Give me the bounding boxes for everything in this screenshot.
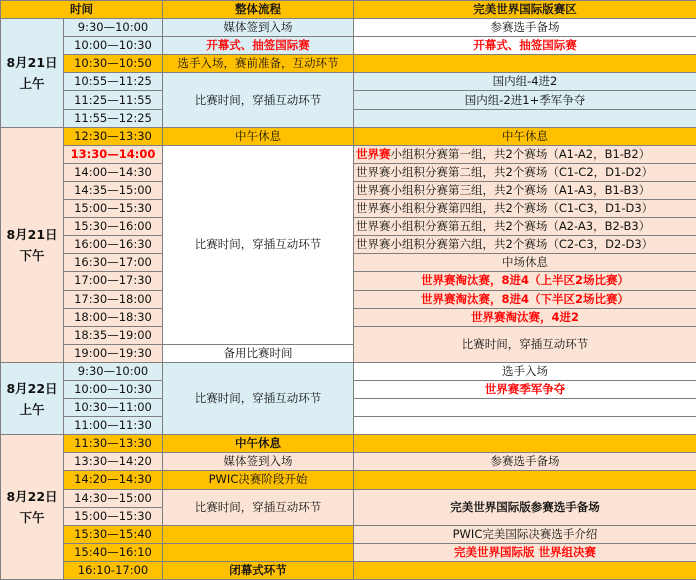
zone-cell <box>354 417 696 435</box>
date-cell-d2-pm <box>1 435 64 580</box>
time-cell: 18:35—19:00 <box>64 326 163 344</box>
zone-cell: 中场休息 <box>354 254 696 272</box>
zone-text: 小组积分赛第一组，共2个赛场（A1-A2，B1-B2） <box>391 147 651 161</box>
table-row <box>1 453 696 471</box>
table-row <box>1 127 696 145</box>
flow-cell <box>163 543 354 561</box>
table-row <box>1 525 696 543</box>
time-cell: 10:30—11:00 <box>64 399 163 417</box>
time-cell: 15:00—15:30 <box>64 200 163 218</box>
time-cell: 15:40—16:10 <box>64 543 163 561</box>
zone-cell: 世界赛淘汰赛，8进4（下半区2场比赛） <box>354 290 696 308</box>
flow-cell: PWIC决赛阶段开始 <box>163 471 354 489</box>
header-row <box>1 1 696 19</box>
header-zone: 完美世界国际版赛区 <box>354 1 696 19</box>
time-cell: 13:30—14:20 <box>64 453 163 471</box>
time-cell: 9:30—10:00 <box>64 19 163 37</box>
flow-cell: 比赛时间，穿插互动环节 <box>163 73 354 127</box>
zone-cell: 参赛选手备场 <box>354 453 696 471</box>
zone-cell: 世界赛小组积分赛第二组，共2个赛场（C1-C2，D1-D2） <box>354 163 696 181</box>
table-row <box>1 471 696 489</box>
time-cell: 19:00—19:30 <box>64 344 163 362</box>
time-cell: 17:00—17:30 <box>64 272 163 290</box>
time-cell: 16:30—17:00 <box>64 254 163 272</box>
time-cell: 16:10-17:00 <box>64 561 163 579</box>
time-cell: 17:30—18:00 <box>64 290 163 308</box>
zone-cell: 世界赛小组积分赛第三组，共2个赛场（A1-A3，B1-B3） <box>354 181 696 199</box>
zone-cell: PWIC完美国际决赛选手介绍 <box>354 525 696 543</box>
time-cell: 10:30—10:50 <box>64 55 163 73</box>
flow-cell: 比赛时间，穿插互动环节 <box>163 362 354 434</box>
time-cell: 12:30—13:30 <box>64 127 163 145</box>
flow-cell: 媒体签到入场 <box>163 453 354 471</box>
zone-cell: 国内组-2进1+季军争夺 <box>354 91 696 109</box>
time-cell: 16:00—16:30 <box>64 236 163 254</box>
zone-cell: 参赛选手备场 <box>354 19 696 37</box>
flow-cell: 媒体签到入场 <box>163 19 354 37</box>
date-cell-d2-am <box>1 362 64 434</box>
zone-cell: 完美世界国际版 世界组决赛 <box>354 543 696 561</box>
zone-cell: 选手入场 <box>354 362 696 380</box>
zone-cell <box>354 145 696 163</box>
time-cell: 10:00—10:30 <box>64 380 163 398</box>
zone-cell <box>354 55 696 73</box>
zone-cell: 开幕式、抽签国际赛 <box>354 37 696 55</box>
date-label: 8月21日 <box>6 55 57 70</box>
zone-cell <box>354 471 696 489</box>
zone-cell: 备用比赛时间 <box>163 344 354 362</box>
period-label: 下午 <box>19 248 44 263</box>
flow-cell: 比赛时间，穿插互动环节 <box>163 145 354 344</box>
time-cell: 18:00—18:30 <box>64 308 163 326</box>
table-row <box>1 489 696 507</box>
table-row <box>1 19 696 37</box>
time-cell: 15:00—15:30 <box>64 507 163 525</box>
time-cell: 10:00—10:30 <box>64 37 163 55</box>
zone-cell: 中午休息 <box>354 127 696 145</box>
flow-cell <box>163 525 354 543</box>
zone-highlight: 世界赛 <box>356 147 391 161</box>
zone-cell: 世界赛季军争夺 <box>354 380 696 398</box>
zone-cell: 世界赛小组积分赛第六组，共2个赛场（C2-C3，D2-D3） <box>354 236 696 254</box>
time-cell: 10:55—11:25 <box>64 73 163 91</box>
table-row <box>1 73 696 91</box>
date-cell-d1-am <box>1 19 64 128</box>
time-cell: 14:35—15:00 <box>64 181 163 199</box>
time-cell: 15:30—16:00 <box>64 218 163 236</box>
flow-cell: 中午休息 <box>163 435 354 453</box>
table-row <box>1 37 696 55</box>
table-row <box>1 362 696 380</box>
flow-cell: 中午休息 <box>163 127 354 145</box>
zone-cell <box>354 109 696 127</box>
time-cell: 11:00—11:30 <box>64 417 163 435</box>
flow-cell: 比赛时间，穿插互动环节 <box>354 326 696 362</box>
time-cell: 11:25—11:55 <box>64 91 163 109</box>
time-cell: 9:30—10:00 <box>64 362 163 380</box>
time-cell: 15:30—15:40 <box>64 525 163 543</box>
table-row <box>1 435 696 453</box>
time-cell: 14:00—14:30 <box>64 163 163 181</box>
date-label: 8月22日 <box>6 489 57 504</box>
zone-cell: 世界赛淘汰赛，8进4（上半区2场比赛） <box>354 272 696 290</box>
header-time: 时间 <box>1 1 163 19</box>
date-label: 8月22日 <box>6 381 57 396</box>
time-cell: 14:30—15:00 <box>64 489 163 507</box>
flow-cell: 闭幕式环节 <box>163 561 354 579</box>
time-cell: 14:20—14:30 <box>64 471 163 489</box>
time-cell: 11:30—13:30 <box>64 435 163 453</box>
period-label: 上午 <box>19 76 44 91</box>
zone-cell: 世界赛淘汰赛，4进2 <box>354 308 696 326</box>
table-row <box>1 55 696 73</box>
time-cell: 13:30—14:00 <box>64 145 163 163</box>
date-label: 8月21日 <box>6 227 57 242</box>
zone-cell: 世界赛小组积分赛第四组，共2个赛场（C1-C3，D1-D3） <box>354 200 696 218</box>
date-cell-d1-pm <box>1 127 64 362</box>
zone-cell: 完美世界国际版参赛选手备场 <box>354 489 696 525</box>
period-label: 下午 <box>19 510 44 525</box>
zone-cell <box>354 435 696 453</box>
header-flow: 整体流程 <box>163 1 354 19</box>
flow-cell: 开幕式、抽签国际赛 <box>163 37 354 55</box>
zone-cell: 世界赛小组积分赛第五组，共2个赛场（A2-A3，B2-B3） <box>354 218 696 236</box>
time-cell: 11:55—12:25 <box>64 109 163 127</box>
period-label: 上午 <box>19 402 44 417</box>
flow-cell: 选手入场，赛前准备，互动环节 <box>163 55 354 73</box>
flow-cell: 比赛时间，穿插互动环节 <box>163 489 354 525</box>
table-row <box>1 145 696 163</box>
table-row <box>1 543 696 561</box>
zone-cell <box>354 399 696 417</box>
zone-cell: 国内组-4进2 <box>354 73 696 91</box>
